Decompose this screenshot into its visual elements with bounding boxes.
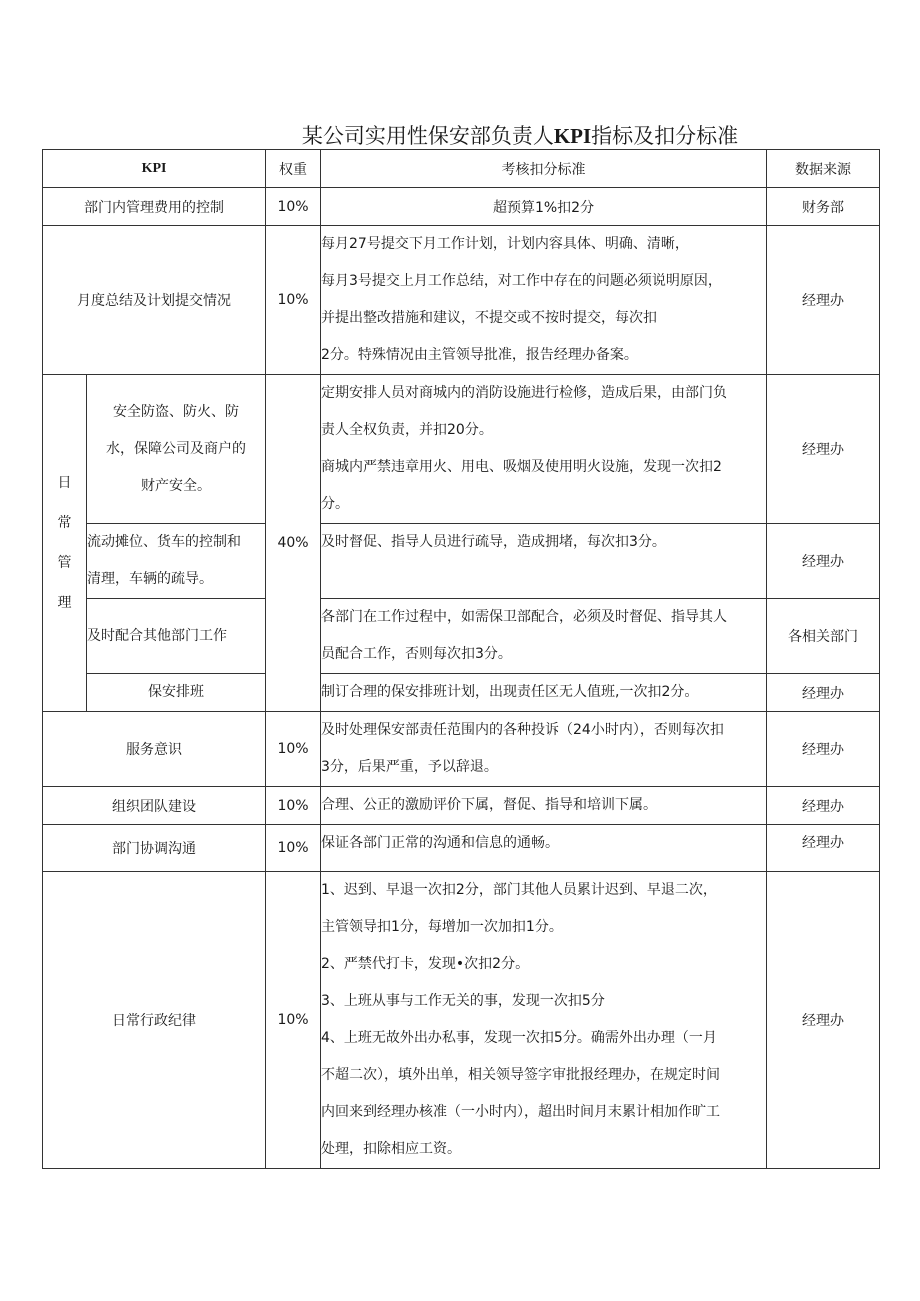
row-source: 经理办 <box>767 375 880 524</box>
row-source: 财务部 <box>767 188 880 226</box>
title-kpi: KPI <box>553 124 592 148</box>
standard-line: 主管领导扣1分，每增加一次加扣1分。 <box>321 919 563 935</box>
header-source: 数据来源 <box>767 150 880 188</box>
standard-line: 4、上班无故外出办私事，发现一次扣5分。确需外出办理（一月 <box>321 1030 717 1046</box>
row-standard <box>321 375 767 524</box>
kpi-table <box>42 149 880 1169</box>
standard-line: 内回来到经理办核准（一小时内），超出时间月末累计相加作旷工 <box>321 1104 721 1120</box>
standard-line: 1、迟到、早退一次扣2分，部门其他人员累计迟到、早退二次， <box>321 882 717 898</box>
row-weight: 10% <box>266 226 321 375</box>
standard-line: 3、上班从事与工作无关的事，发现一次扣5分 <box>321 993 605 1009</box>
header-kpi: KPI <box>43 150 266 188</box>
standard-line: 3分，后果严重，予以辞退。 <box>321 759 498 775</box>
standard-line: 处理，扣除相应工资。 <box>321 1141 462 1157</box>
row-standard <box>321 599 767 674</box>
row-kpi: 服务意识 <box>43 712 266 787</box>
row-kpi: 月度总结及计划提交情况 <box>43 226 266 375</box>
table-row <box>43 524 880 599</box>
standard-line: 每月3号提交上月工作总结，对工作中存在的问题必须说明原因， <box>321 273 722 289</box>
row-kpi: 流动摊位、货车的控制和 清理，车辆的疏导。 <box>87 524 266 599</box>
row-standard <box>321 872 767 1169</box>
standard-line: 定期安排人员对商城内的消防设施进行检修，造成后果，由部门负 <box>321 385 728 401</box>
standard-line: 各部门在工作过程中，如需保卫部配合，必须及时督促、指导其人 <box>321 609 728 625</box>
table-row <box>43 787 880 825</box>
row-weight: 10% <box>266 188 321 226</box>
row-standard: 合理、公正的激励评价下属，督促、指导和培训下属。 <box>321 787 767 825</box>
header-weight: 权重 <box>266 150 321 188</box>
row-kpi: 日常行政纪律 <box>43 872 266 1169</box>
row-kpi: 保安排班 <box>87 674 266 712</box>
row-source: 经理办 <box>767 226 880 375</box>
standard-line: 每月27号提交下月工作计划，计划内容具体、明确、清晰， <box>321 236 689 252</box>
standard-line: 2、严禁代打卡，发现•次扣2分。 <box>321 956 530 972</box>
row-source: 经理办 <box>767 825 880 872</box>
standard-line: 不超二次），填外出单，相关领导签字审批报经理办，在规定时间 <box>321 1067 721 1083</box>
standard-line: 2分。特殊情况由主管领导批准，报告经理办备案。 <box>321 347 638 363</box>
daily-weight: 40% <box>266 375 321 712</box>
row-kpi: 部门内管理费用的控制 <box>43 188 266 226</box>
title-prefix: 某公司实用性保安部负责人 <box>301 124 554 148</box>
row-source: 经理办 <box>767 524 880 599</box>
row-kpi: 及时配合其他部门工作 <box>87 599 266 674</box>
table-row <box>43 712 880 787</box>
table-row <box>43 872 880 1169</box>
row-standard: 超预算1%扣2分 <box>321 188 767 226</box>
row-standard <box>321 712 767 787</box>
table-row <box>43 188 880 226</box>
table-row <box>43 599 880 674</box>
standard-line: 分。 <box>321 496 350 512</box>
row-source: 各相关部门 <box>767 599 880 674</box>
table-row <box>43 825 880 872</box>
daily-management-group-label: 日 常 管 理 <box>43 375 87 712</box>
header-standard: 考核扣分标准 <box>321 150 767 188</box>
row-standard: 保证各部门正常的沟通和信息的通畅。 <box>321 825 767 872</box>
table-header-row <box>43 150 880 188</box>
row-source: 经理办 <box>767 872 880 1169</box>
row-weight: 10% <box>266 872 321 1169</box>
row-standard: 制订合理的保安排班计划，出现责任区无人值班,一次扣2分。 <box>321 674 767 712</box>
row-kpi: 部门协调沟通 <box>43 825 266 872</box>
row-weight: 10% <box>266 712 321 787</box>
standard-line: 商城内严禁违章用火、用电、吸烟及使用明火设施，发现一次扣2 <box>321 459 722 475</box>
table-row <box>43 674 880 712</box>
row-kpi: 安全防盗、防火、防 水，保障公司及商户的 财产安全。 <box>87 375 266 524</box>
standard-line: 员配合工作，否则每次扣3分。 <box>321 646 512 662</box>
standard-line: 及时督促、指导人员进行疏导，造成拥堵，每次扣3分。 <box>321 534 666 550</box>
table-row <box>43 226 880 375</box>
row-source: 经理办 <box>767 787 880 825</box>
row-kpi: 组织团队建设 <box>43 787 266 825</box>
document-title <box>0 120 920 150</box>
table-row <box>43 375 880 524</box>
row-weight: 10% <box>266 787 321 825</box>
standard-line: 并提出整改措施和建议，不提交或不按时提交，每次扣 <box>321 310 658 326</box>
row-source: 经理办 <box>767 674 880 712</box>
row-standard <box>321 226 767 375</box>
row-source: 经理办 <box>767 712 880 787</box>
standard-line: 及时处理保安部责任范围内的各种投诉（24小时内），否则每次扣 <box>321 722 724 738</box>
title-suffix: 指标及扣分标准 <box>591 124 739 148</box>
row-standard <box>321 524 767 599</box>
row-weight: 10% <box>266 825 321 872</box>
standard-line: 责人全权负责，并扣20分。 <box>321 422 493 438</box>
